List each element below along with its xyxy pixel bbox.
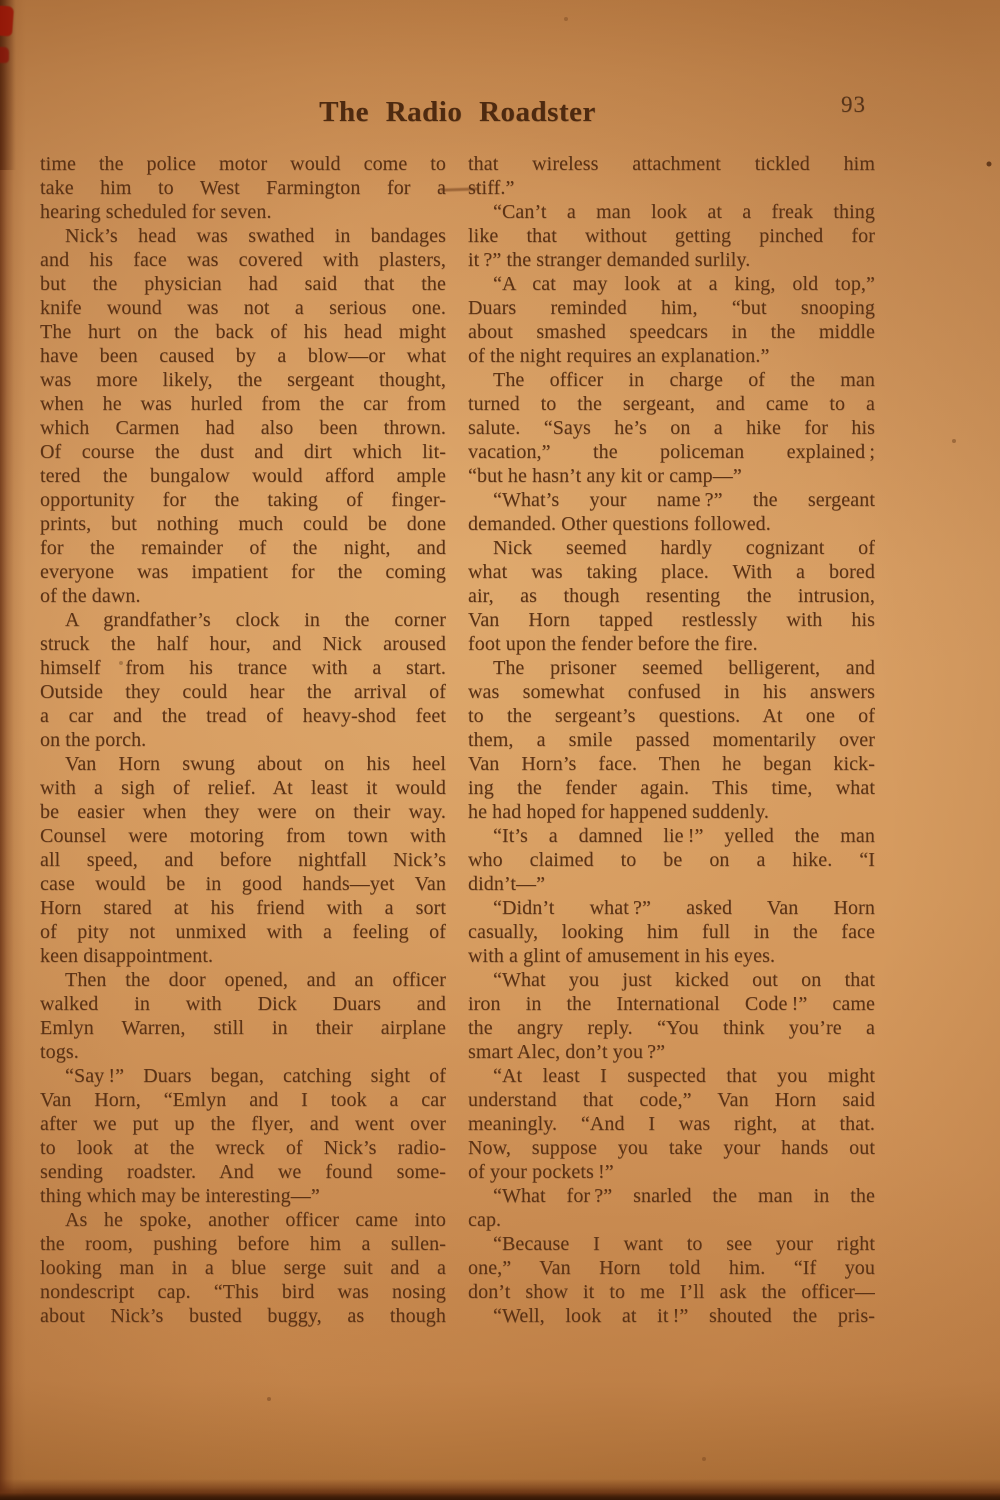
text-line: understand that code,” Van Horn said [468,1089,875,1111]
text-line: all speed, and before nightfall Nick’s [40,849,446,871]
text-line: with a glint of amusement in his eyes. [468,945,776,967]
text-line: “What for ?” snarled the man in the [493,1185,875,1207]
text-line: ing the fender again. This time, what [468,777,875,799]
text-line: them, a smile passed momentarily over [468,729,875,751]
text-line: don’t show it to me I’ll ask the officer— [468,1281,875,1303]
text-line: “A cat may look at a king, old top,” [493,273,875,295]
text-line: “At least I suspected that you might [493,1065,875,1087]
text-line: “What you just kicked out on that [493,969,875,991]
text-line: himself from his trance with a start. [40,657,446,679]
text-line: have been caused by a blow—or what [40,345,446,367]
text-line: which Carmen had also been thrown. [40,417,446,439]
text-line: with a sigh of relief. At least it would [40,777,446,799]
text-line: nondescript cap. “This bird was nosing [40,1281,446,1303]
text-line: “Didn’t what ?” asked Van Horn [493,897,875,919]
text-line: turned to the sergeant, and came to a [468,393,875,415]
text-line: smart Alec, don’t you ?” [468,1041,666,1063]
text-line: who claimed to be on a hike. “I [468,849,875,871]
text-line: Now, suppose you take your hands out [468,1137,875,1159]
page-bottom-edge [0,1488,1000,1500]
text-line: but the physician had said that the [40,273,446,295]
red-edge-mark-small [0,47,9,63]
text-line: everyone was impatient for the coming [40,561,446,583]
text-line: foot upon the fender before the fire. [468,633,758,655]
text-line: to the sergeant’s questions. At one of [468,705,875,727]
text-line: after we put up the flyer, and went over [40,1113,446,1135]
text-line: tered the bungalow would afford ample [40,465,446,487]
text-line: the angry reply. “You think you’re a [468,1017,875,1039]
text-line: sending roadster. And we found some- [40,1161,446,1183]
text-line: struck the half hour, and Nick aroused [40,633,446,655]
text-line: was somewhat confused in his answers [468,681,875,703]
text-line: Outside they could hear the arrival of [40,681,446,703]
text-line: of the dawn. [40,585,141,607]
text-line: The officer in charge of the man [493,369,875,391]
text-line: Van Horn, “Emlyn and I took a car [40,1089,446,1111]
text-line: Van Horn’s face. Then he began kick- [468,753,875,775]
text-line: time the police motor would come to [40,153,446,175]
text-line: togs. [40,1041,79,1063]
text-line: “It’s a damned lie !” yelled the man [493,825,875,847]
text-line: of the night requires an explanation.” [468,345,770,367]
text-line: vacation,” the policeman explained ; [468,441,875,463]
text-line: “Can’t a man look at a freak thing [493,201,875,223]
text-line: that wireless attachment tickled him [468,153,875,175]
ink-speck [0,0,2,2]
text-line: Nick’s head was swathed in bandages [65,225,446,247]
text-line: knife wound was not a serious one. [40,297,446,319]
text-line: air, as though resenting the intrusion, [468,585,875,607]
text-line: what was taking place. With a bored [468,561,875,583]
text-line: opportunity for the taking of finger- [40,489,446,511]
text-line: about Nick’s busted buggy, as though [40,1305,446,1327]
text-line: to look at the wreck of Nick’s radio- [40,1137,446,1159]
text-line: the room, pushing before him a sullen- [40,1233,446,1255]
text-line: Then the door opened, and an officer [65,969,446,991]
text-line: A grandfather’s clock in the corner [65,609,446,631]
text-line: on the porch. [40,729,147,751]
text-line: Duars reminded him, “but snooping [468,297,875,319]
text-line: Emlyn Warren, still in their airplane [40,1017,446,1039]
text-line: case would be in good hands—yet Van [40,873,446,895]
text-line: “Because I want to see your right [493,1233,875,1255]
text-line: demanded. Other questions followed. [468,513,771,535]
text-line: Nick seemed hardly cognizant of [493,537,875,559]
text-line: looking man in a blue serge suit and a [40,1257,446,1279]
text-line: cap. [468,1209,502,1231]
left-column [40,152,446,1328]
text-line: thing which may be interesting—” [40,1185,320,1207]
text-line: stiff.” [468,177,515,199]
running-title: The Radio Roadster [319,96,596,128]
text-line: “but he hasn’t any kit or camp—” [468,465,742,487]
text-line: a car and the tread of heavy-shod feet [40,705,446,727]
text-line: meaningly. “And I was right, at that. [468,1113,875,1135]
text-line: of pity not unmixed with a feeling of [40,921,446,943]
right-column [468,152,875,1328]
text-line: like that without getting pinched for [468,225,875,247]
text-line: it ?” the stranger demanded surlily. [468,249,751,271]
text-line: keen disappointment. [40,945,214,967]
text-line: for the remainder of the night, and [40,537,446,559]
text-line: one,” Van Horn told him. “If you [468,1257,875,1279]
text-line: Horn stared at his friend with a sort [40,897,446,919]
text-line: of your pockets !” [468,1161,614,1183]
text-line: Van Horn swung about on his heel [65,753,446,775]
red-edge-mark [0,5,14,36]
text-line: As he spoke, another officer came into [65,1209,446,1231]
text-line: casually, looking him full in the face [468,921,875,943]
text-line: Van Horn tapped restlessly with his [468,609,875,631]
text-line: hearing scheduled for seven. [40,201,272,223]
text-line: be easier when they were on their way. [40,801,446,823]
text-line: “Say !” Duars began, catching sight of [65,1065,446,1087]
page-header [40,94,875,136]
spine-shadow [0,0,26,1500]
text-line: The hurt on the back of his head might [40,321,446,343]
text-line: Of course the dust and dirt which lit- [40,441,446,463]
text-line: The prisoner seemed belligerent, and [493,657,875,679]
text-line: walked in with Dick Duars and [40,993,446,1015]
text-line: when he was hurled from the car from [40,393,446,415]
text-line: was more likely, the sergeant thought, [40,369,446,391]
text-line: about smashed speedcars in the middle [468,321,875,343]
text-line: “What’s your name ?” the sergeant [493,489,875,511]
text-line: he had hoped for happened suddenly. [468,801,769,823]
text-line: and his face was covered with plasters, [40,249,446,271]
text-line: didn’t—” [468,873,546,895]
page-number: 93 [841,92,866,117]
text-line: Counsel were motoring from town with [40,825,446,847]
text-line: iron in the International Code !” came [468,993,875,1015]
text-line: take him to West Farmington for a [40,177,446,199]
text-line: prints, but nothing much could be done [40,513,446,535]
text-line: salute. “Says he’s on a hike for his [468,417,875,439]
text-line: “Well, look at it !” shouted the pris- [493,1305,875,1327]
